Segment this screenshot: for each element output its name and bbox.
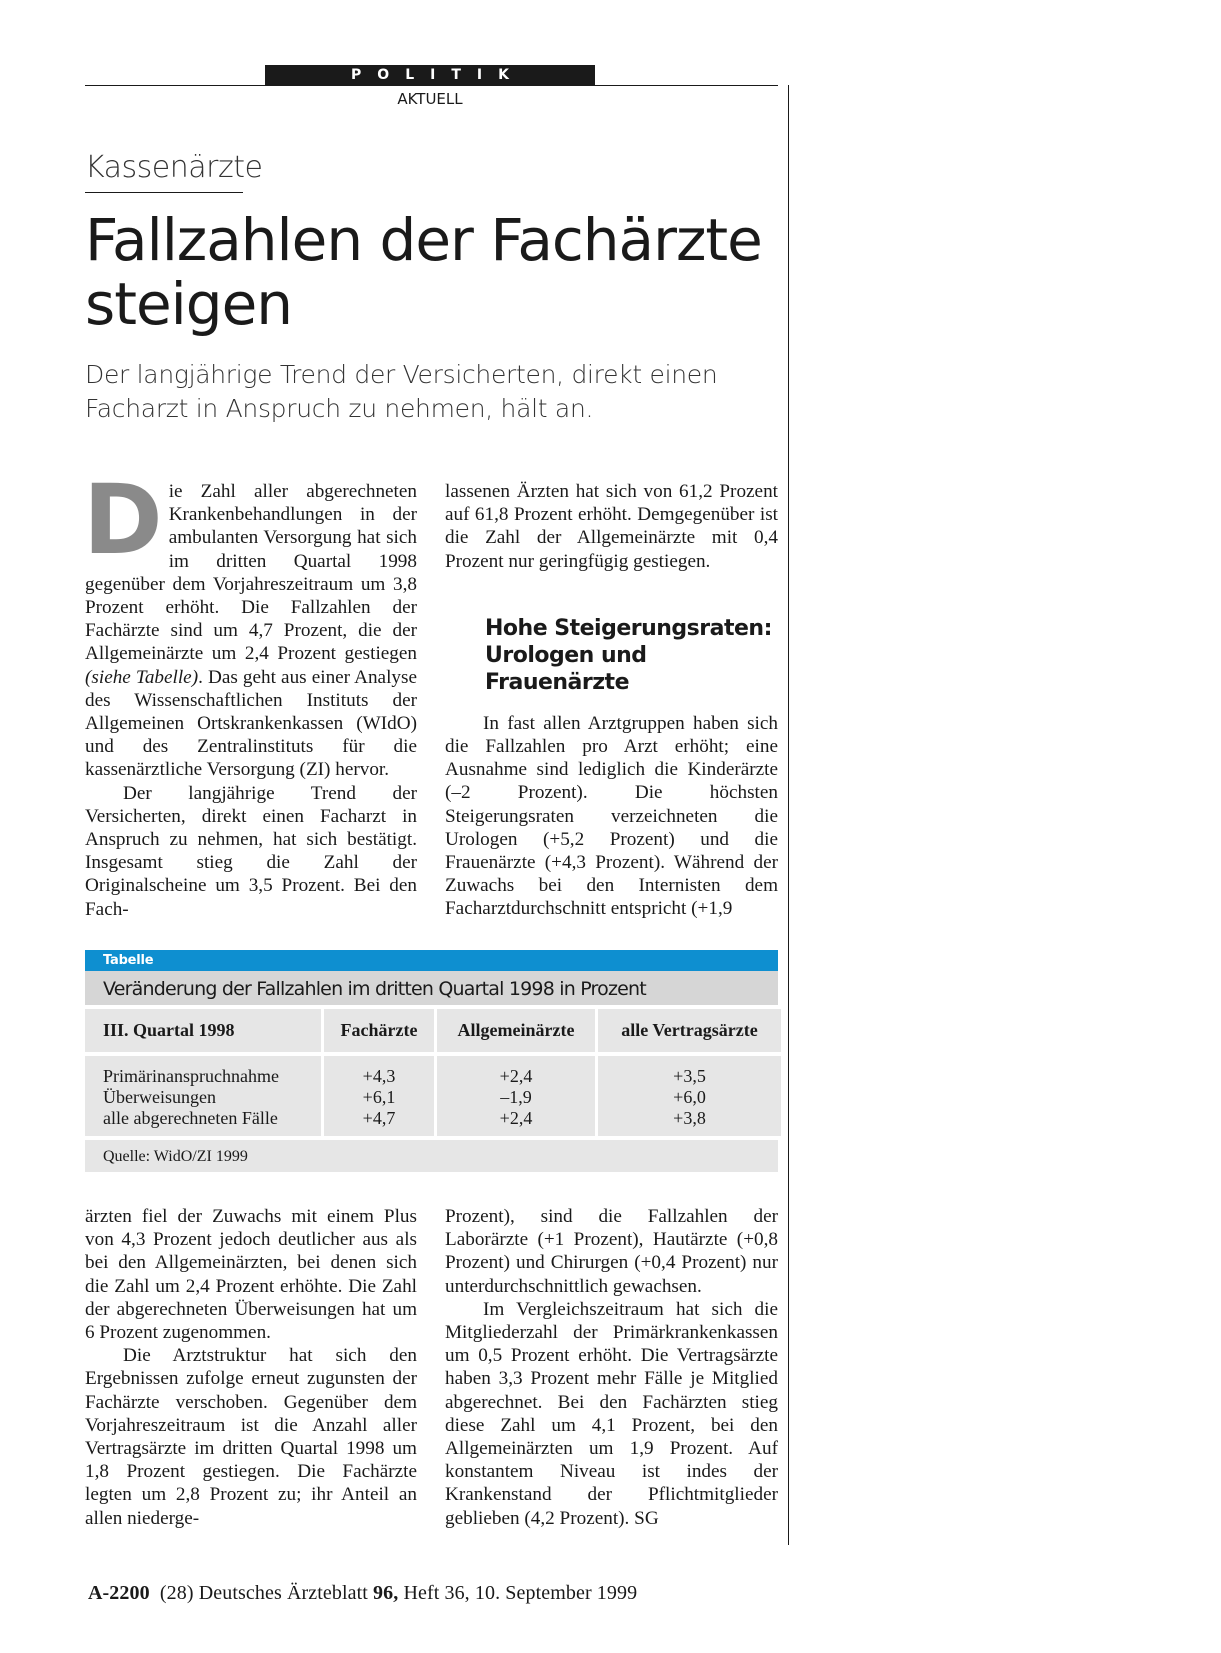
table-column-vertragsaerzte [598, 1056, 781, 1136]
section-rubric: POLITIK [265, 65, 595, 85]
subheading-line-2: Urologen und Frauenärzte [485, 642, 647, 695]
table-reference: (siehe Tabelle) [85, 666, 199, 688]
footer-issue: (28) Deutsches Ärzteblatt [159, 1582, 368, 1604]
table-cell: +6,1 [362, 1087, 396, 1107]
table-cell: +3,8 [673, 1108, 706, 1128]
article-lead: Der langjährige Trend der Versicherten, direkt einen Facharzt in Anspruch zu nehmen, hält an. [85, 360, 718, 423]
text-column-1 [83, 464, 417, 921]
page-footer [88, 1582, 637, 1605]
table-cell: Primärinanspruchnahme [103, 1066, 279, 1086]
table-cell: alle abgerechneten Fälle [103, 1108, 278, 1128]
subheading-line-1: Hohe Steigerungsraten: [485, 615, 772, 641]
article-kicker: Kassenärzte [85, 150, 263, 185]
header-rule [85, 85, 778, 86]
section-subrubric: AKTUELL [397, 90, 463, 108]
text-column-2 [445, 480, 778, 921]
table-header-cell: alle Vertragsärzte [598, 1009, 781, 1052]
table-cell: +3,5 [673, 1066, 706, 1086]
table-column-allgemeinaerzte [437, 1056, 595, 1136]
footer-volume: 96, [373, 1582, 399, 1604]
paragraph [83, 464, 417, 782]
paragraph: lassenen Ärzten hat sich von 61,2 Prozent auf 61,8 Prozent erhöht. Demgegenüber ist die Zahl der Allgemeinärzte mit 0,4 Prozent nur geringfügig gestiegen. [445, 481, 778, 572]
table-header-cell: Fachärzte [324, 1009, 434, 1052]
table-cell: +2,4 [499, 1108, 533, 1128]
table-row-labels [85, 1056, 321, 1136]
table-cell: +4,3 [362, 1066, 396, 1086]
text-column-4 [445, 1205, 778, 1530]
footer-date: Heft 36, 10. September 1999 [403, 1582, 638, 1604]
subheading [485, 615, 778, 696]
paragraph: Die Arztstruktur hat sich den Ergebnissen zufolge erneut zugunsten der Fachärzte verschoben. Gegenüber dem Vorjahreszeitraum ist die Anzahl aller Vertragsärzte im dritten Quartal 1998 um 1,8 Prozent gestiegen. Die Fachärzte legten um 2,8 Prozent zu; ihr Anteil an allen niederge- [85, 1345, 417, 1529]
table-cell: +4,7 [362, 1108, 396, 1128]
table-header-cell: III. Quartal 1998 [85, 1009, 321, 1052]
table-grid [85, 1009, 778, 1136]
paragraph: In fast allen Arztgruppen haben sich die Fallzahlen pro Arzt erhöht; eine Ausnahme sind lediglich die Kinderärzte (–2 Prozent). Die höchsten Steigerungsraten verzeichneten die Urologen (+5,2 Prozent) und die Frauenärzte (+4,3 Prozent). Während der Zuwachs bei den Internisten dem Facharztdurchschnitt entspricht (+1,9 [445, 712, 778, 920]
drop-cap: D [83, 464, 163, 576]
table-cell: +6,0 [673, 1087, 706, 1107]
table-header-cell: Allgemeinärzte [437, 1009, 595, 1052]
table-title: Veränderung der Fallzahlen im dritten Quartal 1998 in Prozent [85, 971, 778, 1005]
paragraph: Im Vergleichszeitraum hat sich die Mitgliederzahl der Primärkrankenkassen um 0,5 Prozent erhöht. Die Vertragsärzte haben 3,3 Prozent mehr Fälle je Mitglied abgerechnet. Bei den Fachärzten stieg diese Zahl um 4,1 Prozent, bei den Allgemeinärzten um 1,9 Prozent. Auf konstantem Niveau ist indes der Krankenstand der Pflichtmitglieder geblieben (4,2 Prozent). SG [445, 1298, 778, 1529]
kicker-underline [85, 192, 243, 193]
table-label: Tabelle [85, 950, 778, 971]
paragraph: ärzten fiel der Zuwachs mit einem Plus von 4,3 Prozent jedoch deutlicher aus als bei den Allgemeinärzten, bei denen sich die Zahl um 2,4 Prozent erhöhte. Die Zahl der abgerechneten Überweisungen hat um 6 Prozent zugenommen. [85, 1206, 417, 1344]
column-rule [788, 85, 789, 1545]
table-column-fachaerzte [324, 1056, 434, 1136]
text-column-3 [85, 1205, 417, 1530]
table-cell: –1,9 [500, 1087, 532, 1107]
page-number: A-2200 [88, 1582, 150, 1604]
table-cell: +2,4 [499, 1066, 533, 1086]
paragraph-text: . Das geht aus einer Analyse des Wissenschaftlichen Instituts der Allgemeinen Ortskrankenkassen (WIdO) und des Zentralinstituts für die kassenärztliche Versorgung (ZI) hervor. [85, 666, 417, 781]
paragraph-text: ie Zahl aller abgerechneten Krankenbehandlungen in der ambulanten Versorgung hat sich im dritten Quartal 1998 gegenüber dem Vorjahreszeitraum um 3,8 Prozent erhöht. Die Fallzahlen der Fachärzte sind um 4,7 Prozent, die der Allgemeinärzte um 2,4 Prozent gestiegen [85, 481, 417, 665]
table-source: Quelle: WidO/ZI 1999 [85, 1140, 778, 1172]
table-cell: Überweisungen [103, 1087, 216, 1107]
data-table [85, 950, 778, 1172]
article-headline: Fallzahlen der Fachärzte steigen [85, 206, 762, 338]
paragraph: Der langjährige Trend der Versicherten, direkt einen Facharzt in Anspruch zu nehmen, hat sich bestätigt. Insgesamt stieg die Zahl der Originalscheine um 3,5 Prozent. Bei den Fach- [85, 782, 417, 920]
paragraph: Prozent), sind die Fallzahlen der Laborärzte (+1 Prozent), Hautärzte (+0,8 Prozent) und Chirurgen (+0,4 Prozent) nur unterdurchschnittlich gewachsen. [445, 1206, 778, 1297]
